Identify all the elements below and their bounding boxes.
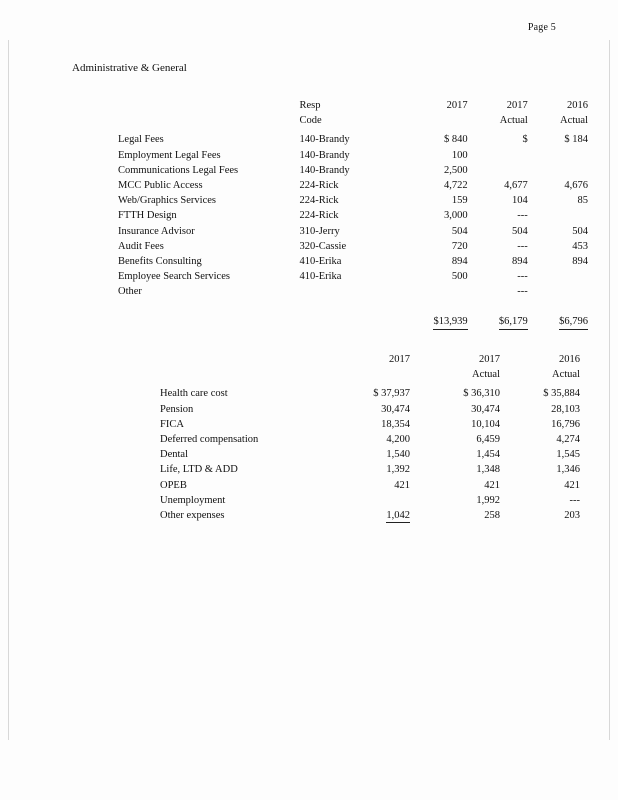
row-value-a: 894 <box>451 256 468 268</box>
scan-edge-mark-right <box>609 40 610 740</box>
row-value-c: 4,676 <box>564 180 588 192</box>
employee-benefits-table <box>160 352 580 523</box>
table-row <box>118 254 588 269</box>
row-value-c <box>528 269 588 284</box>
row-resp-code: 410-Erika <box>299 256 342 268</box>
row-value-a: 2,500 <box>443 164 468 176</box>
row-value-a: 720 <box>451 240 468 252</box>
row-resp-code: 140-Brandy <box>299 164 350 176</box>
row-value-a: 421 <box>394 479 410 491</box>
table-header-row-2 <box>118 113 588 132</box>
row-value-c: 894 <box>572 256 588 268</box>
row-resp-code: 140-Brandy <box>299 134 350 146</box>
table-row <box>160 417 580 432</box>
row-value-b: $ 36,310 <box>463 388 500 400</box>
row-value-a: 500 <box>451 271 468 283</box>
row-value-a: 1,540 <box>386 449 410 461</box>
row-label: Unemployment <box>160 494 226 506</box>
table2-header-col-b-line2: Actual <box>472 369 500 381</box>
row-value-c: 203 <box>564 510 580 522</box>
row-label: OPEB <box>160 479 187 491</box>
row-value-a: 100 <box>451 149 468 161</box>
table-row <box>118 284 588 299</box>
row-value-c: 28,103 <box>551 403 580 415</box>
row-value-c: --- <box>569 494 580 506</box>
table-row <box>118 132 588 147</box>
row-value-c: 16,796 <box>551 418 580 430</box>
row-label: MCC Public Access <box>118 180 203 192</box>
row-label: Dental <box>160 449 188 461</box>
row-label: Employment Legal Fees <box>118 149 221 161</box>
row-value-c <box>528 284 588 299</box>
row-value-b: --- <box>517 210 528 222</box>
row-resp-code: 224-Rick <box>299 210 339 222</box>
table2-header-row-1 <box>160 352 580 367</box>
row-label: Pension <box>160 403 194 415</box>
row-value-b: 894 <box>512 256 528 268</box>
row-value-c: 421 <box>564 479 580 491</box>
row-value-a: 1,042 <box>386 510 410 522</box>
row-value-c: 85 <box>577 195 588 207</box>
table-row <box>160 493 580 508</box>
header-col-a-line2 <box>392 113 468 132</box>
header-spacer <box>118 113 299 132</box>
table-row <box>118 163 588 178</box>
row-label: Insurance Advisor <box>118 225 195 237</box>
row-label: Other expenses <box>160 510 225 522</box>
total-value-a: $13,939 <box>433 314 467 330</box>
table-row <box>160 478 580 493</box>
row-value-b: 1,454 <box>476 449 500 461</box>
table-row <box>118 224 588 239</box>
table-total-row <box>118 300 588 330</box>
administrative-general-table <box>118 98 588 330</box>
table2-header-col-c-line2: Actual <box>552 369 580 381</box>
row-label: Benefits Consulting <box>118 256 202 268</box>
row-value-b: $ <box>522 134 528 146</box>
row-label: Web/Graphics Services <box>118 195 216 207</box>
row-resp-code: 320-Cassie <box>299 240 347 252</box>
header-col-a-line1: 2017 <box>446 100 468 111</box>
row-value-c: $ 184 <box>564 134 588 146</box>
row-label: Deferred compensation <box>160 434 259 446</box>
row-value-a: 30,474 <box>381 403 410 415</box>
total-label <box>118 300 299 330</box>
row-value-b: --- <box>517 286 528 298</box>
table-row <box>160 447 580 462</box>
row-value-a <box>392 284 468 299</box>
table2-header-col-a-line2 <box>325 367 410 386</box>
section-title: Administrative & General <box>72 62 187 74</box>
table2-header-spacer <box>160 367 325 386</box>
table2-header-col-a-line1: 2017 <box>389 354 410 365</box>
row-resp-code: 224-Rick <box>299 195 339 207</box>
row-value-a: $ 840 <box>443 134 468 146</box>
header-label-blank <box>118 98 299 113</box>
row-label: Other <box>118 286 142 298</box>
page-number: Page 5 <box>527 22 556 33</box>
table2-header-row-2 <box>160 367 580 386</box>
total-value-c: $6,796 <box>559 314 588 330</box>
row-value-a: 159 <box>451 195 468 207</box>
row-value-a: 1,392 <box>386 464 410 476</box>
total-code <box>299 300 392 330</box>
header-col-c-line1: 2016 <box>567 100 588 111</box>
row-label: Audit Fees <box>118 240 164 252</box>
header-col-b-line2: Actual <box>499 115 528 127</box>
row-value-c: $ 35,884 <box>543 388 580 400</box>
table-row <box>118 239 588 254</box>
row-value-c: 4,274 <box>556 434 580 446</box>
row-value-b: 1,348 <box>476 464 500 476</box>
row-value-a: 504 <box>451 225 468 237</box>
row-value-a: 4,722 <box>443 180 468 192</box>
row-value-c: 1,545 <box>556 449 580 461</box>
row-label: Employee Search Services <box>118 271 230 283</box>
row-resp-code: 310-Jerry <box>299 225 340 237</box>
row-label: Health care cost <box>160 388 228 400</box>
table-header-row-1 <box>118 98 588 113</box>
row-resp-code <box>299 284 392 299</box>
table-row <box>118 178 588 193</box>
table2-header-col-b-line1: 2017 <box>479 354 500 365</box>
row-value-c <box>528 148 588 163</box>
row-value-c <box>528 163 588 178</box>
row-value-b: 10,104 <box>471 418 500 430</box>
row-value-b: 421 <box>484 479 500 491</box>
row-label: Communications Legal Fees <box>118 164 239 176</box>
row-value-c: 504 <box>572 225 588 237</box>
row-value-c: 453 <box>572 240 588 252</box>
scan-edge-mark-left <box>8 40 9 740</box>
row-value-b: 258 <box>484 510 500 522</box>
table2-header-label-blank <box>160 352 325 367</box>
table-row <box>160 508 580 523</box>
row-value-b: 1,992 <box>476 494 500 506</box>
row-value-b: 4,677 <box>504 180 528 192</box>
row-value-a: 4,200 <box>386 434 410 446</box>
row-label: FTTH Design <box>118 210 177 222</box>
row-value-c: 1,346 <box>556 464 580 476</box>
table-row <box>118 269 588 284</box>
table-row <box>118 193 588 208</box>
table-row <box>160 462 580 477</box>
table-row <box>118 148 588 163</box>
row-resp-code: 140-Brandy <box>299 149 350 161</box>
row-value-b: 504 <box>512 225 528 237</box>
row-value-b <box>468 148 528 163</box>
table-row <box>160 402 580 417</box>
header-resp-code-line2: Code <box>299 115 322 127</box>
row-value-b: 104 <box>512 195 528 207</box>
table-row <box>160 386 580 401</box>
row-value-a: 18,354 <box>381 418 410 430</box>
row-value-b: 6,459 <box>476 434 500 446</box>
header-col-c-line2: Actual <box>560 115 588 127</box>
row-value-a: 3,000 <box>443 210 468 222</box>
row-label: Life, LTD & ADD <box>160 464 238 476</box>
table-row <box>160 432 580 447</box>
row-resp-code: 224-Rick <box>299 180 339 192</box>
table2-header-col-c-line1: 2016 <box>559 354 580 365</box>
row-value-c <box>528 208 588 223</box>
row-value-b: --- <box>517 240 528 252</box>
row-value-a: $ 37,937 <box>373 388 410 400</box>
row-value-b: 30,474 <box>471 403 500 415</box>
header-resp-code-line1: Resp <box>299 100 321 111</box>
header-col-b-line1: 2017 <box>506 100 528 111</box>
row-value-b <box>468 163 528 178</box>
table-row <box>118 208 588 223</box>
row-resp-code: 410-Erika <box>299 271 342 283</box>
row-label: Legal Fees <box>118 134 164 146</box>
row-value-b: --- <box>517 271 528 283</box>
row-label: FICA <box>160 418 184 430</box>
row-value-a <box>325 493 410 508</box>
total-value-b: $6,179 <box>499 314 528 330</box>
